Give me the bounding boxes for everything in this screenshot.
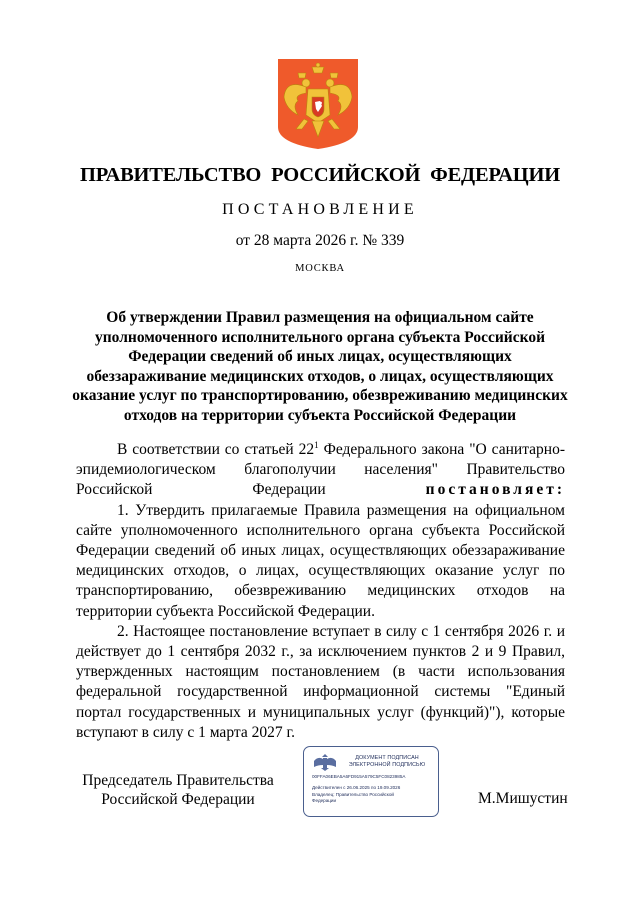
document-city: МОСКВА — [295, 263, 345, 274]
stamp-certificate: 00FFA06EBA5A6FD915A579C5FC0823985A — [312, 774, 406, 779]
stamp-title-line-2: ЭЛЕКТРОННОЙ ПОДПИСЬЮ — [348, 762, 426, 768]
document-body — [76, 440, 565, 743]
document-type: ПОСТАНОВЛЕНИЕ — [222, 201, 418, 218]
item-1-paragraph: 1. Утвердить прилагаемые Правила размещения на официальном сайте уполномоченного исполнительного органа субъекта Российской Федерации сведений об иных лицах, осуществляющих обеззараживание медицинских отходов, о лицах, осуществляющих оказание услуг по транспортированию, обезвреживанию медицинских отходов на территории субъекта Российской Федерации. — [76, 501, 565, 620]
intro-paragraph — [76, 440, 565, 501]
signer-position-line-1: Председатель Правительства — [82, 772, 274, 789]
document-heading: Об утверждении Правил размещения на официальном сайте уполномоченного исполнительного органа субъекта Российской Федерации сведений об иных лицах, осуществляющих обеззараживание медицинских отходов, о лицах, осуществляющих оказание услуг по транспортированию, обезвреживанию медицинских отходов на территории субъекта Российской Федерации — [72, 309, 568, 424]
intro-text: В соответствии со статьей 22 — [117, 441, 315, 458]
stamp-emblem-icon — [312, 753, 338, 771]
article-superscript: 1 — [314, 439, 319, 450]
document-date-number: от 28 марта 2026 г. № 339 — [235, 232, 405, 249]
resolves-word: постановляет — [425, 481, 557, 499]
signer-position-line-2: Российской Федерации — [101, 791, 255, 808]
stamp-title-line-1: ДОКУМЕНТ ПОДПИСАН — [355, 755, 419, 761]
signer-position — [78, 771, 278, 809]
resolves-colon: : — [556, 481, 565, 499]
stamp-owner-line-2: Федерации — [312, 798, 337, 803]
stamp-validity: Действителен с 26.06.2025 по 19.09.2026 — [312, 785, 401, 790]
stamp-owner: Владелец: Правительство Российской — [312, 792, 394, 797]
electronic-signature-stamp — [303, 746, 439, 817]
government-title: ПРАВИТЕЛЬСТВО РОССИЙСКОЙ ФЕДЕРАЦИИ — [80, 164, 560, 186]
item-2-paragraph: 2. Настоящее постановление вступает в силу с 1 сентября 2026 г. и действует до 1 сентября 2032 г., за исключением пунктов 2 и 9 Правил, утвержденных настоящим постановлением (в части использования федеральной государственной информационной системы "Единый портал государственных и муниципальных услуг (функций)"), которые вступают в силу с 1 марта 2027 г. — [76, 622, 565, 741]
intro-text-continued: Федерального закона "О санитарно-эпидемиологическом благополучии населения" Правительство Российской Федерации — [76, 441, 565, 499]
coat-of-arms-emblem — [276, 57, 360, 151]
stamp-title — [338, 755, 436, 769]
signer-name: М.Мишустин — [478, 790, 568, 807]
